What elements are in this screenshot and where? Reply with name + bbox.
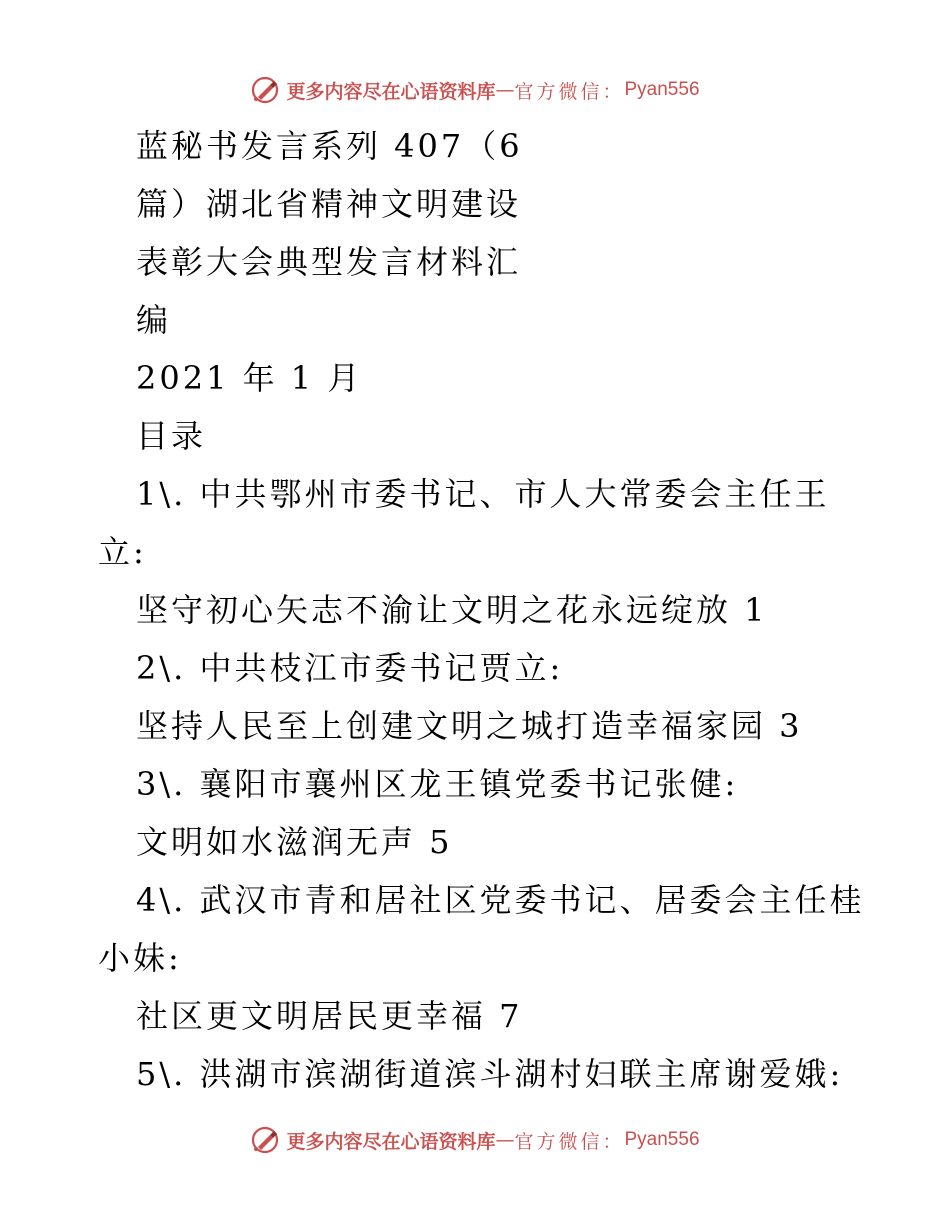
banner-wechat-label: 官方微信：	[514, 80, 625, 103]
banner-wechat-id: Pyan556	[624, 79, 700, 100]
banner-separator: —	[495, 79, 515, 101]
toc-entry-4-author: 4\. 武汉市青和居社区党委书记、居委会主任桂	[136, 881, 865, 919]
banner-brand-text: 更多内容尽在心语资料库	[286, 80, 496, 103]
pen-logo-icon	[250, 1125, 280, 1155]
banner-wechat-id: Pyan556	[624, 1129, 700, 1150]
toc-entry-2-author: 2\. 中共枝江市委书记贾立:	[136, 649, 564, 687]
toc-entry-4-author-cont: 小妹:	[98, 939, 182, 977]
toc-entry-4-title: 社区更文明居民更幸福 7	[136, 997, 523, 1035]
document-title-line-1: 蓝秘书发言系列 407（6	[136, 127, 523, 165]
document-title-line-2: 篇）湖北省精神文明建设	[136, 185, 522, 223]
pen-logo-icon	[250, 75, 280, 105]
banner-brand-text: 更多内容尽在心语资料库	[286, 1130, 496, 1153]
top-watermark-banner	[0, 70, 950, 110]
toc-entry-1-author-cont: 立:	[98, 533, 147, 571]
bottom-watermark-banner	[0, 1120, 950, 1160]
document-title-line-3: 表彰大会典型发言材料汇	[136, 243, 522, 281]
toc-entry-1-author: 1\. 中共鄂州市委书记、市人大常委会主任王	[136, 475, 830, 513]
toc-entry-3-author: 3\. 襄阳市襄州区龙王镇党委书记张健:	[136, 765, 739, 803]
toc-entry-5-author: 5\. 洪湖市滨湖街道滨斗湖村妇联主席谢爱娥:	[136, 1055, 844, 1093]
banner-wechat-label: 官方微信：	[514, 1130, 625, 1153]
banner-separator: —	[495, 1129, 515, 1151]
document-date: 2021 年 1 月	[136, 359, 363, 397]
toc-entry-2-title: 坚持人民至上创建文明之城打造幸福家园 3	[136, 707, 803, 745]
toc-entry-3-title: 文明如水滋润无声 5	[136, 823, 453, 861]
document-title-line-4: 编	[136, 301, 172, 339]
toc-heading: 目录	[136, 417, 207, 455]
toc-entry-1-title: 坚守初心矢志不渝让文明之花永远绽放 1	[136, 591, 768, 629]
